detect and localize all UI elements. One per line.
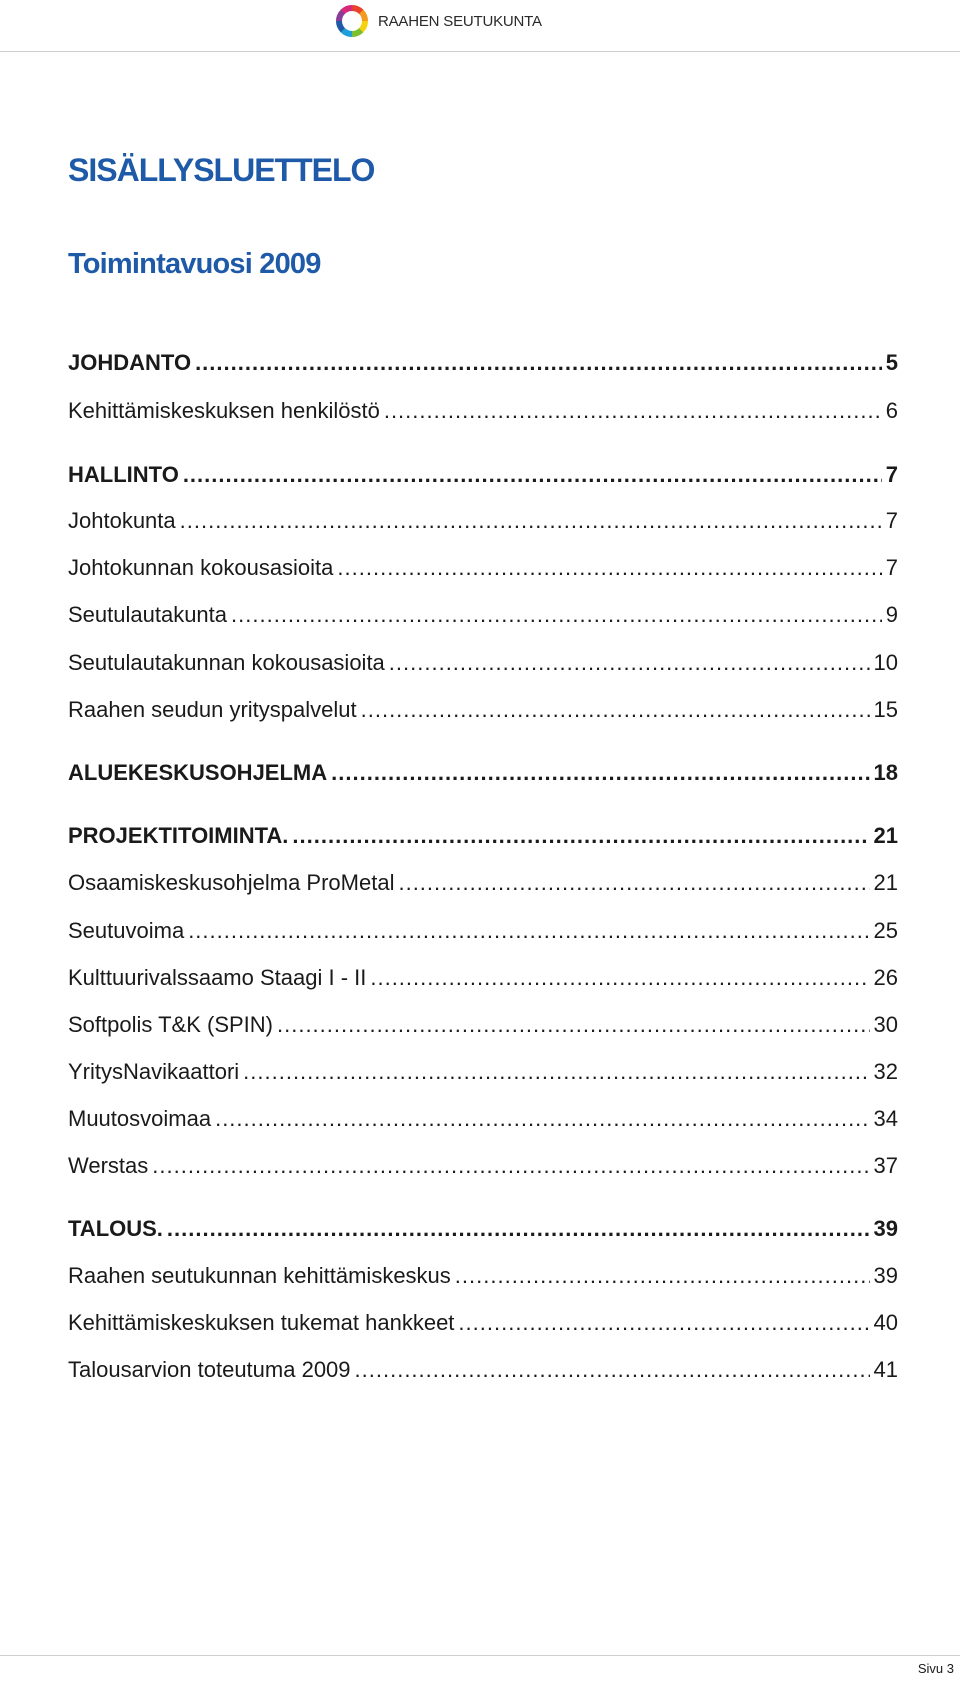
toc-page-number: 37 (873, 1153, 898, 1178)
toc-page-number: 21 (873, 870, 898, 895)
toc-entry[interactable] (68, 823, 898, 853)
toc-entry-title: JOHDANTO (68, 350, 192, 375)
toc-entry[interactable] (68, 1216, 898, 1246)
logo-ring-segment (361, 21, 365, 30)
toc-entry-title: Kehittämiskeskuksen tukemat hankkeet (68, 1310, 455, 1335)
footer-divider (0, 1655, 960, 1656)
toc-entry-title: Kulttuurivalssaamo Staagi I - II (68, 965, 367, 990)
toc-page-number: 9 (885, 602, 898, 627)
toc-page-number: 7 (885, 462, 898, 487)
toc-page-number: 39 (873, 1216, 898, 1241)
toc-entry[interactable] (68, 1153, 898, 1183)
toc-page-number: 34 (873, 1106, 898, 1131)
toc-entry[interactable] (68, 918, 898, 948)
toc-dot-leader (389, 650, 870, 676)
toc-dot-leader (458, 1310, 869, 1336)
toc-entry[interactable] (68, 1059, 898, 1089)
toc-page-number: 7 (885, 555, 898, 580)
toc-entry-title: Seutulautakunta (68, 602, 228, 627)
page-subtitle: Toimintavuosi 2009 (68, 248, 321, 280)
page-number: Sivu 3 (917, 1661, 954, 1676)
toc-entry-title: Werstas (68, 1153, 149, 1178)
toc-dot-leader (455, 1263, 870, 1289)
toc-entry[interactable] (68, 1310, 898, 1340)
toc-page-number: 10 (873, 650, 898, 675)
page-header (0, 0, 960, 52)
page-title: SISÄLLYSLUETTELO (68, 152, 375, 188)
toc-entry[interactable] (68, 350, 898, 380)
toc-page-number: 41 (873, 1357, 898, 1382)
toc-dot-leader (331, 760, 869, 786)
toc-dot-leader (355, 1357, 870, 1383)
header-divider (0, 51, 960, 52)
toc-dot-leader (215, 1106, 869, 1132)
toc-entry-title: Seutuvoima (68, 918, 185, 943)
toc-entry[interactable] (68, 555, 898, 585)
toc-entry-title: Johtokunta (68, 508, 176, 533)
logo-ring-segment (352, 8, 361, 12)
toc-entry-title: TALOUS. (68, 1216, 163, 1241)
toc-entry[interactable] (68, 602, 898, 632)
toc-entry-title: Seutulautakunnan kokousasioita (68, 650, 385, 675)
toc-dot-leader (292, 823, 869, 849)
toc-dot-leader (243, 1059, 869, 1085)
toc-entry[interactable] (68, 508, 898, 538)
toc-dot-leader (180, 508, 882, 534)
toc-entry[interactable] (68, 650, 898, 680)
toc-entry[interactable] (68, 1263, 898, 1293)
toc-dot-leader (277, 1012, 870, 1038)
toc-dot-leader (167, 1216, 870, 1242)
toc-entry-title: HALLINTO (68, 462, 179, 487)
toc-dot-leader (337, 555, 881, 581)
toc-page-number: 21 (873, 823, 898, 848)
logo (334, 2, 542, 40)
toc-page-number: 40 (873, 1310, 898, 1335)
toc-entry-title: ALUEKESKUSOHJELMA (68, 760, 328, 785)
toc-dot-leader (384, 398, 882, 424)
toc-entry[interactable] (68, 1357, 898, 1387)
toc-entry-title: Softpolis T&K (SPIN) (68, 1012, 273, 1037)
logo-ring-segment (339, 21, 343, 30)
toc-entry-title: Osaamiskeskusohjelma ProMetal (68, 870, 395, 895)
toc-entry-title: YritysNavikaattori (68, 1059, 240, 1084)
toc-page-number: 32 (873, 1059, 898, 1084)
toc-page-number: 25 (873, 918, 898, 943)
toc-page-number: 18 (873, 760, 898, 785)
toc-entry-title: Kehittämiskeskuksen henkilöstö (68, 398, 380, 423)
toc-entry-title: Raahen seudun yrityspalvelut (68, 697, 357, 722)
toc-dot-leader (188, 918, 869, 944)
toc-entry[interactable] (68, 398, 898, 428)
toc-entry[interactable] (68, 462, 898, 492)
logo-text: RAAHEN SEUTUKUNTA (378, 12, 542, 30)
toc-entry-title: Raahen seutukunnan kehittämiskeskus (68, 1263, 451, 1288)
toc-entry[interactable] (68, 697, 898, 727)
toc-page-number: 26 (873, 965, 898, 990)
toc-dot-leader (361, 697, 870, 723)
toc-entry-title: PROJEKTITOIMINTA. (68, 823, 289, 848)
logo-ring-segment (361, 12, 365, 21)
toc-page-number: 15 (873, 697, 898, 722)
toc-entry[interactable] (68, 870, 898, 900)
toc-page-number: 30 (873, 1012, 898, 1037)
toc-entry[interactable] (68, 965, 898, 995)
toc-entry-title: Johtokunnan kokousasioita (68, 555, 334, 580)
logo-ring-segment (343, 8, 352, 12)
logo-ring-segment (343, 30, 352, 34)
toc-dot-leader (370, 965, 869, 991)
toc-dot-leader (398, 870, 869, 896)
logo-ring-icon (334, 3, 370, 39)
toc-dot-leader (195, 350, 882, 376)
toc-entry-title: Muutosvoimaa (68, 1106, 212, 1131)
toc-entry[interactable] (68, 1012, 898, 1042)
toc-dot-leader (183, 462, 882, 488)
toc-entry[interactable] (68, 1106, 898, 1136)
logo-ring-segment (339, 12, 343, 21)
toc-page-number: 7 (885, 508, 898, 533)
toc-dot-leader (152, 1153, 869, 1179)
toc-entry[interactable] (68, 760, 898, 790)
toc-entry-title: Talousarvion toteutuma 2009 (68, 1357, 351, 1382)
toc-page-number: 5 (885, 350, 898, 375)
toc-page-number: 39 (873, 1263, 898, 1288)
toc-dot-leader (231, 602, 882, 628)
logo-ring-segment (352, 30, 361, 34)
toc-page-number: 6 (885, 398, 898, 423)
